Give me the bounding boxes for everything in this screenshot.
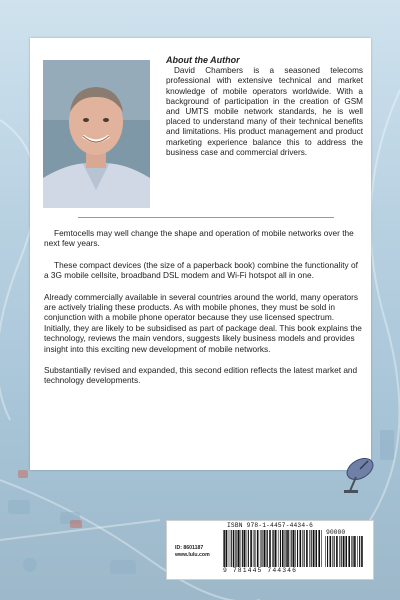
barcode-bar	[361, 536, 363, 567]
barcode-bar	[293, 530, 295, 567]
barcode-bar	[282, 530, 284, 567]
barcode-bar	[286, 530, 287, 567]
isbn-label: ISBN 978-1-4457-4434-6	[227, 522, 314, 529]
barcode-bar	[290, 530, 291, 567]
lulu-id: ID: 8601187	[175, 545, 204, 551]
description-paragraph: Substantially revised and expanded, this second edition reflects the latest market and technology developments.	[44, 365, 358, 386]
barcode-bar	[316, 530, 317, 567]
barcode-bar	[313, 530, 315, 567]
book-description	[44, 228, 362, 397]
barcode-bar	[295, 530, 296, 567]
barcode-bar	[315, 530, 316, 567]
barcode-bar	[304, 530, 305, 567]
barcode-bar	[224, 530, 225, 567]
barcode-bar	[231, 530, 232, 567]
barcode-bar	[250, 530, 252, 567]
about-author-section	[166, 55, 363, 158]
barcode-bar	[348, 536, 350, 567]
ean-digits: 9 781445 744346	[223, 567, 298, 574]
barcode-bar	[345, 536, 346, 567]
satellite-dish-icon	[338, 455, 378, 495]
barcode-bar	[327, 536, 328, 567]
description-paragraph: Already commercially available in several countries around the world, many operators are actively trialing these products. As with mobile phones, they must be sold in conjunction with a mobile phone operator because they use licensed spectrum. Initially, they are likely to be subsidised as part of package deal. This book explains the technology, reviews the main vendors, suggests likely business models and provides insight into this exciting new development of mobile networks.	[44, 291, 362, 354]
barcode-bar	[254, 530, 255, 567]
author-portrait-image	[43, 60, 150, 208]
barcode-bar	[235, 530, 236, 567]
barcode-bar	[244, 530, 246, 567]
barcode-bar	[309, 530, 310, 567]
barcode-bar	[339, 536, 340, 567]
lulu-info	[175, 545, 210, 558]
section-divider	[78, 217, 334, 218]
barcode-bar	[297, 530, 298, 567]
barcode-bar	[334, 536, 335, 567]
barcode-bar	[257, 530, 259, 567]
lulu-site: www.lulu.com	[175, 551, 210, 558]
barcode-bar	[260, 530, 261, 567]
barcode-bar	[359, 536, 360, 567]
back-cover-panel	[30, 38, 371, 470]
price-barcode	[325, 536, 363, 567]
barcode-bar	[341, 536, 342, 567]
barcode-bar	[357, 536, 358, 567]
barcode-bar	[343, 536, 345, 567]
about-author-text: David Chambers is a seasoned telecoms professional with extensive technical and market knowledge of mobile operators worldwide. With a background of participation in the creation of GSM and UMTS mobile network standards, he is well placed to understand many of their technical benefits and limitations. His product management and product marketing experience balance this to address the business case and commercial drivers.	[166, 66, 363, 157]
barcode-bar	[351, 536, 352, 567]
barcode-bar	[253, 530, 254, 567]
barcode-area	[166, 520, 374, 580]
barcode-bar	[336, 536, 338, 567]
barcode-bar	[306, 530, 308, 567]
price-code: 90000	[326, 529, 346, 536]
barcode-bar	[302, 530, 303, 567]
barcode-bar	[318, 530, 320, 567]
barcode-bar	[246, 530, 247, 567]
barcode-bar	[272, 530, 273, 567]
barcode-bar	[264, 530, 266, 567]
barcode-bar	[261, 530, 262, 567]
barcode-bar	[236, 530, 237, 567]
barcode-bar	[248, 530, 249, 567]
barcode-bar	[330, 536, 332, 567]
barcode-bar	[238, 530, 240, 567]
barcode-bar	[278, 530, 279, 567]
barcode-bar	[321, 530, 322, 567]
barcode-bar	[291, 530, 292, 567]
author-photo	[43, 60, 150, 208]
barcode-bar	[280, 530, 281, 567]
barcode-bar	[311, 530, 312, 567]
barcode-bar	[226, 530, 228, 567]
barcode-bar	[273, 530, 274, 567]
barcode-bar	[266, 530, 267, 567]
barcode-bar	[346, 536, 347, 567]
barcode-bar	[332, 536, 333, 567]
about-author-heading: About the Author	[166, 55, 240, 65]
barcode-bar	[229, 530, 230, 567]
barcode-bar	[287, 530, 289, 567]
barcode-bar	[300, 530, 302, 567]
isbn-barcode	[223, 530, 323, 567]
barcode-bar	[285, 530, 286, 567]
barcode-bar	[223, 530, 224, 567]
barcode-bar	[325, 536, 326, 567]
barcode-bar	[275, 530, 277, 567]
barcode-bar	[354, 536, 356, 567]
barcode-bar	[233, 530, 235, 567]
barcode-bar	[267, 530, 268, 567]
description-paragraph: Femtocells may well change the shape and operation of mobile networks over the next few years.	[44, 228, 354, 249]
barcode-bar	[242, 530, 243, 567]
barcode-bar	[241, 530, 242, 567]
barcode-bar	[269, 530, 271, 567]
barcode-bar	[353, 536, 354, 567]
description-paragraph: These compact devices (the size of a paperback book) combine the functionality of a 3G mobile cellsite, broadband DSL modem and Wi-Fi hotspot all in one.	[44, 259, 358, 281]
